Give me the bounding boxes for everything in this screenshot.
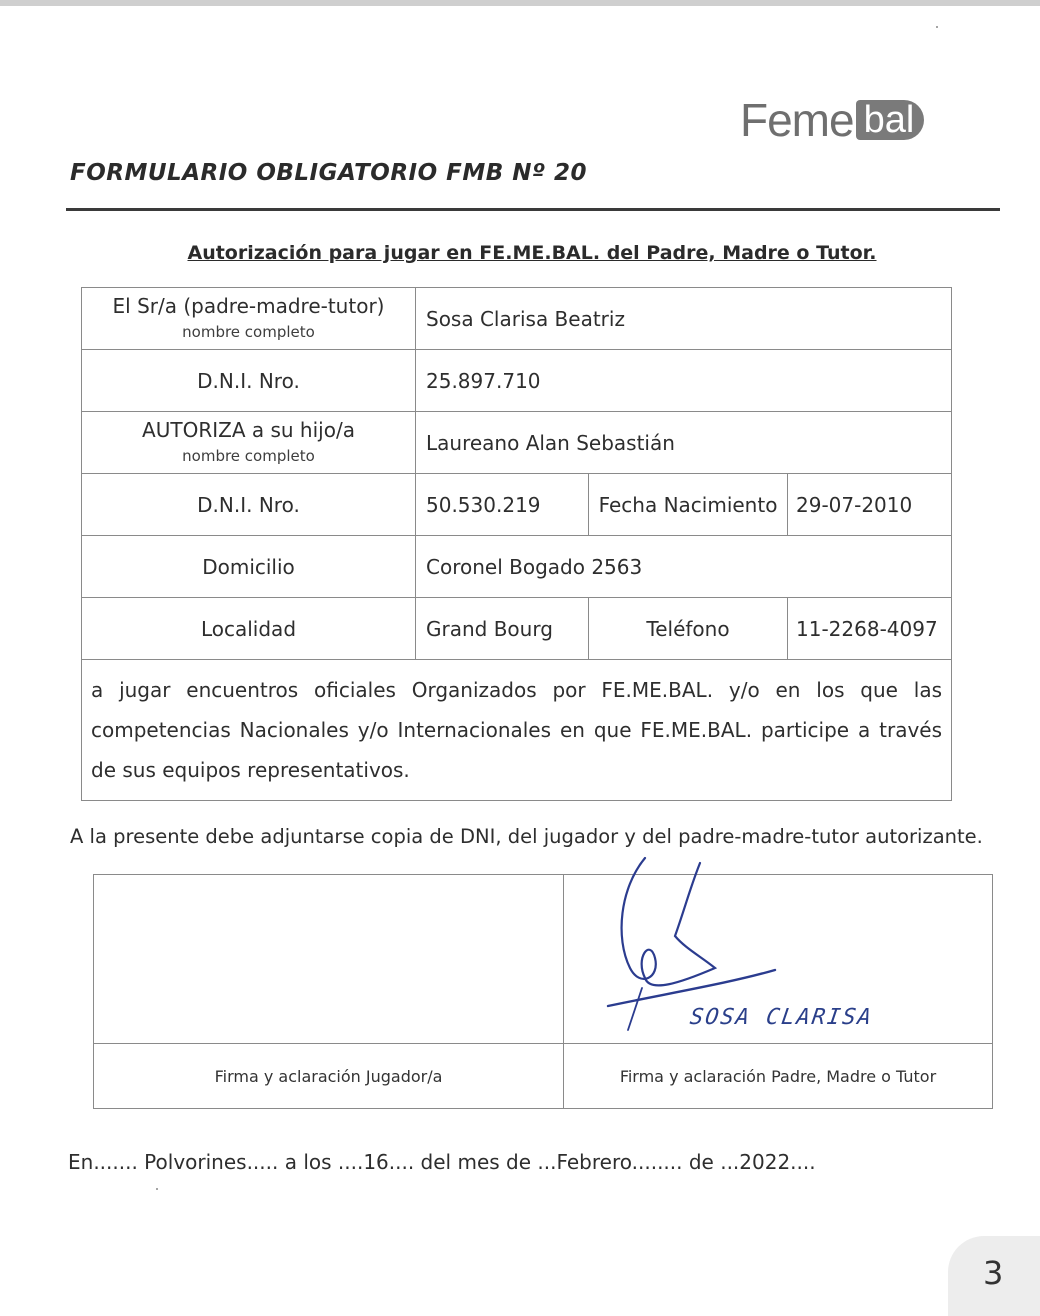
city-row [82,598,952,660]
child-name-value: Laureano Alan Sebastián [416,412,952,474]
player-signature-box [94,875,564,1044]
birth-date-label: Fecha Nacimiento [589,474,788,536]
parent-signature-label: Firma y aclaración Padre, Madre o Tutor [564,1044,993,1109]
logo-badge: bal [856,100,925,140]
femebal-logo [740,90,924,150]
child-dni-row [82,474,952,536]
logo-text: Feme [740,94,854,146]
form-title: FORMULARIO OBLIGATORIO FMB Nº 20 [70,160,588,186]
handwritten-parent-name: SOSA CLARISA [688,1005,875,1030]
phone-value: 11-2268-4097 [788,598,952,660]
child-dni-label: D.N.I. Nro. [82,474,416,536]
scan-speck [156,1188,158,1190]
authorization-text: a jugar encuentros oficiales Organizados por FE.ME.BAL. y/o en los que las competencias Nacionales y/o Internacionales en que FE.ME.BAL. participe a través de sus equipos representativos. [82,660,952,801]
form-subtitle: Autorización para jugar en FE.ME.BAL. del Padre, Madre o Tutor. [187,242,877,264]
child-dni-value: 50.530.219 [416,474,589,536]
page-number: 3 [983,1254,1004,1292]
top-edge-rule [0,0,1040,6]
scan-speck [936,26,938,28]
city-value: Grand Bourg [416,598,589,660]
child-sublabel: nombre completo [182,446,315,465]
child-label: AUTORIZA a su hijo/a [142,417,355,442]
child-label-cell [82,412,416,474]
title-divider [66,208,1000,211]
authorization-text-row [82,660,952,801]
parent-name-value: Sosa Clarisa Beatriz [416,288,952,350]
place-and-date: En....... Polvorines..... a los ....16.... del mes de ...Febrero........ de ...2022.... [68,1150,816,1174]
parent-dni-value: 25.897.710 [416,350,952,412]
phone-label: Teléfono [589,598,788,660]
parent-sublabel: nombre completo [182,322,315,341]
parent-label: El Sr/a (padre-madre-tutor) [112,293,385,318]
attachment-note: A la presente debe adjuntarse copia de DNI, del jugador y del padre-madre-tutor autorizante. [70,825,983,848]
signature-table [93,874,993,1109]
address-row [82,536,952,598]
player-signature-label: Firma y aclaración Jugador/a [94,1044,564,1109]
child-name-row [82,412,952,474]
authorization-table [81,287,952,801]
address-value: Coronel Bogado 2563 [416,536,952,598]
address-label: Domicilio [82,536,416,598]
parent-dni-label: D.N.I. Nro. [82,350,416,412]
parent-name-row [82,288,952,350]
city-label: Localidad [82,598,416,660]
signature-label-row [94,1044,993,1109]
parent-dni-row [82,350,952,412]
birth-date-value: 29-07-2010 [788,474,952,536]
parent-label-cell [82,288,416,350]
